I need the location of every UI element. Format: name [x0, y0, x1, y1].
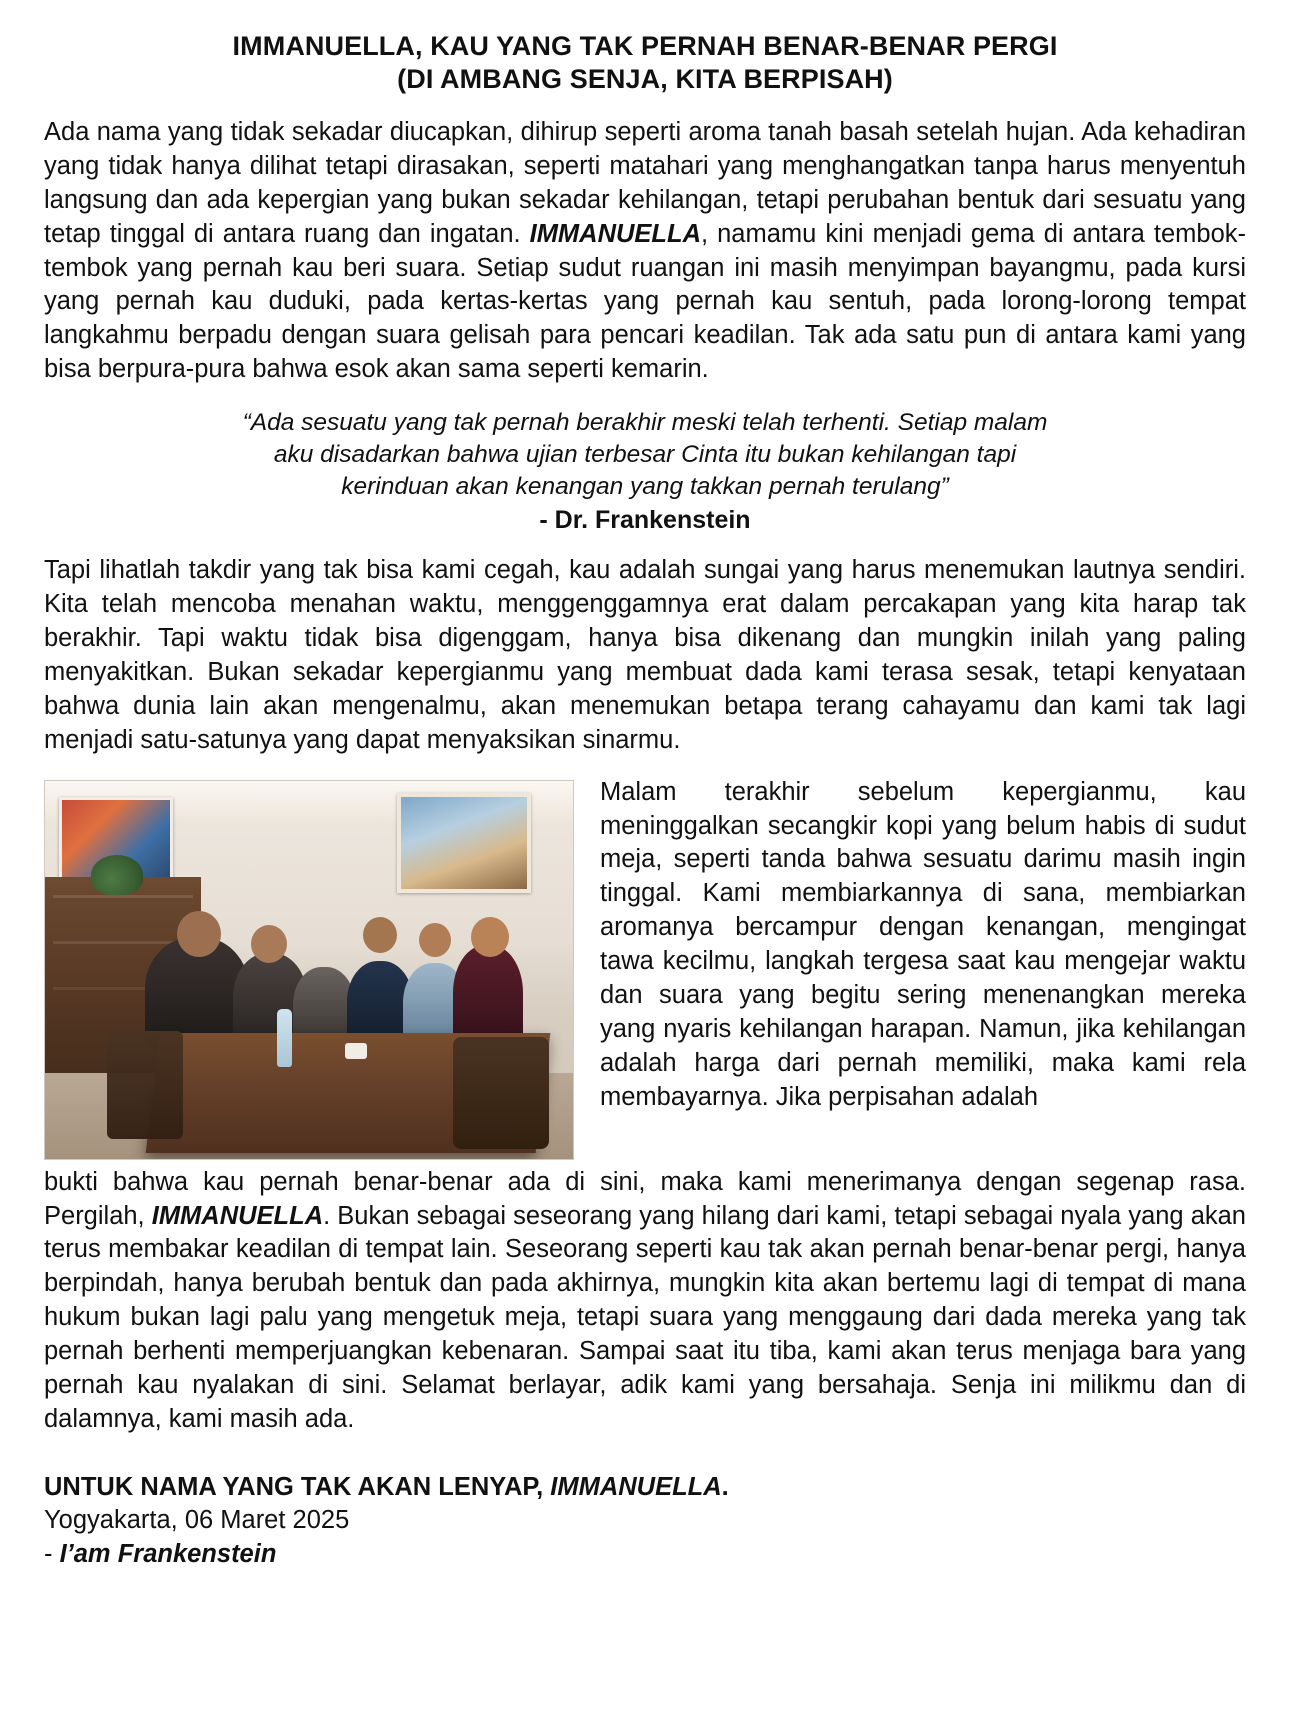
paragraph-fate: Tapi lihatlah takdir yang tak bisa kami cegah, kau adalah sungai yang harus menemukan lautnya sendiri. Kita telah mencoba menahan waktu, menggenggamnya erat dalam percakapan yang kita harap tak berakhir. Tapi waktu tidak bisa digenggam, hanya bisa dikenang dan mungkin inilah yang paling menyakitkan. Bukan sekadar kepergianmu yang membuat dada kami terasa sesak, tetapi kenyataan bahwa dunia lain akan mengenalmu, akan menemukan betapa terang cahayamu dan kami tak lagi menjadi satu-satunya yang dapat menyaksikan sinarmu. — [44, 556, 1246, 754]
paragraph-opening — [44, 116, 1246, 387]
closing-place-date: Yogyakarta, 06 Maret 2025 — [44, 1505, 350, 1534]
paragraph-farewell-text-b: . Bukan sebagai seseorang yang hilang dari kami, tetapi sebagai nyala yang akan terus membakar keadilan di tempat lain. Seseorang seperti kau tak akan pernah benar-benar pergi, hanya berpindah, hanya berubah bentuk dan pada akhirnya, mungkin kita akan bertemu lagi di tempat di mana hukum bukan lagi palu yang mengetuk meja, tetapi suara yang menggaung dari dada mereka yang tak pernah berhenti memperjuangkan kebenaran. Sampai saat itu tiba, kami akan terus menjaga bara yang pernah kau nyalakan di sini. Selamat berlayar, adik kami yang bersahaja. Senja ini milikmu dan di dalamnya, kami masih ada. — [44, 1201, 1246, 1433]
paragraph-opening-text-a: Ada nama yang tidak sekadar diucapkan, dihirup seperti aroma tanah basah setelah hujan. Ada kehadiran yang tidak hanya dilihat tetapi dirasakan, seperti matahari yang menghangatkan tanpa harus menyentuh langsung dan ada kepergian yang bukan sekadar kehilangan, tetapi perubahan bentuk dari sesuatu yang tetap tinggal di antara ruang dan ingatan. — [44, 117, 1246, 248]
closing-dedication-suffix: . — [721, 1472, 729, 1501]
group-photo — [44, 780, 574, 1160]
closing-dedication-name: IMMANUELLA — [550, 1472, 722, 1501]
closing-signer-name: I’am Frankenstein — [59, 1539, 277, 1568]
paragraph-last-night: Malam terakhir sebelum kepergianmu, kau meninggalkan secangkir kopi yang belum habis di sudut meja, seperti tanda bahwa sesuatu darimu masih ingin tinggal. Kami membiarkannya di sana, membiarkan aromanya bercampur dengan kenangan, mengingat tawa kecilmu, langkah tergesa saat kau mengejar waktu dan suara yang begitu sering menenangkan mereka yang nyaris kehilangan harapan. Namun, jika kehilangan adalah harga dari pernah memiliki, maka kami rela membayarnya. Jika perpisahan adalah — [600, 777, 1246, 1111]
closing-signer-dash: - — [44, 1539, 60, 1568]
quote-line-3: kerinduan akan kenangan yang takkan pernah terulang” — [341, 473, 949, 501]
paragraph-opening-text-b: , namamu kini menjadi gema di antara tembok-tembok yang pernah kau beri suara. Setiap sudut ruangan ini masih menyimpan bayangmu, pada kursi yang pernah kau duduki, pada kertas-kertas yang pernah kau sentuh, pada lorong-lorong tempat langkahmu berpadu dengan suara gelisah para pencari keadilan. Tak ada satu pun di antara kami yang bisa berpura-pura bahwa esok akan sama seperti kemarin. — [44, 219, 1246, 384]
inline-name-immanuella: IMMANUELLA — [529, 219, 701, 248]
closing-dedication-prefix: UNTUK NAMA YANG TAK AKAN LENYAP, — [44, 1472, 551, 1501]
title-line-2: (DI AMBANG SENJA, KITA BERPISAH) — [397, 63, 893, 94]
title-line-1: IMMANUELLA, KAU YANG TAK PERNAH BENAR-BENAR PERGI — [232, 31, 1058, 61]
photo-chair-right — [453, 1037, 549, 1149]
figure-with-wrapped-text — [44, 776, 1246, 1166]
closing-signer — [44, 1538, 1246, 1572]
photo-cup — [345, 1043, 367, 1059]
photo-person-head — [177, 911, 221, 957]
quote-attribution: - Dr. Frankenstein — [539, 506, 751, 535]
photo-person-head — [307, 929, 339, 963]
photo-person-head — [251, 925, 287, 963]
quote-line-2: aku disadarkan bahwa ujian terbesar Cinta itu bukan kehilangan tapi — [273, 441, 1017, 469]
quote-line-1: “Ada sesuatu yang tak pernah berakhir meski telah terhenti. Setiap malam — [242, 409, 1048, 437]
pull-quote — [44, 407, 1246, 538]
page-title — [44, 30, 1246, 96]
paragraph-farewell-text-a: bukti bahwa kau pernah benar-benar ada di sini, maka kami menerimanya dengan segenap rasa. Pergilah, — [44, 1167, 1246, 1230]
photo-plant — [91, 855, 143, 895]
inline-name-immanuella-2: IMMANUELLA — [151, 1201, 324, 1230]
photo-artwork-right — [397, 793, 531, 893]
photo-chair-left — [107, 1031, 183, 1139]
paragraph-farewell — [44, 1166, 1246, 1437]
signature-block — [44, 1471, 1246, 1571]
photo-person-head — [363, 917, 397, 953]
photo-person-head — [471, 917, 509, 957]
photo-person-head — [419, 923, 451, 957]
photo-people-group — [141, 899, 521, 1049]
closing-dedication — [44, 1471, 1246, 1504]
photo-water-bottle — [277, 1009, 292, 1067]
